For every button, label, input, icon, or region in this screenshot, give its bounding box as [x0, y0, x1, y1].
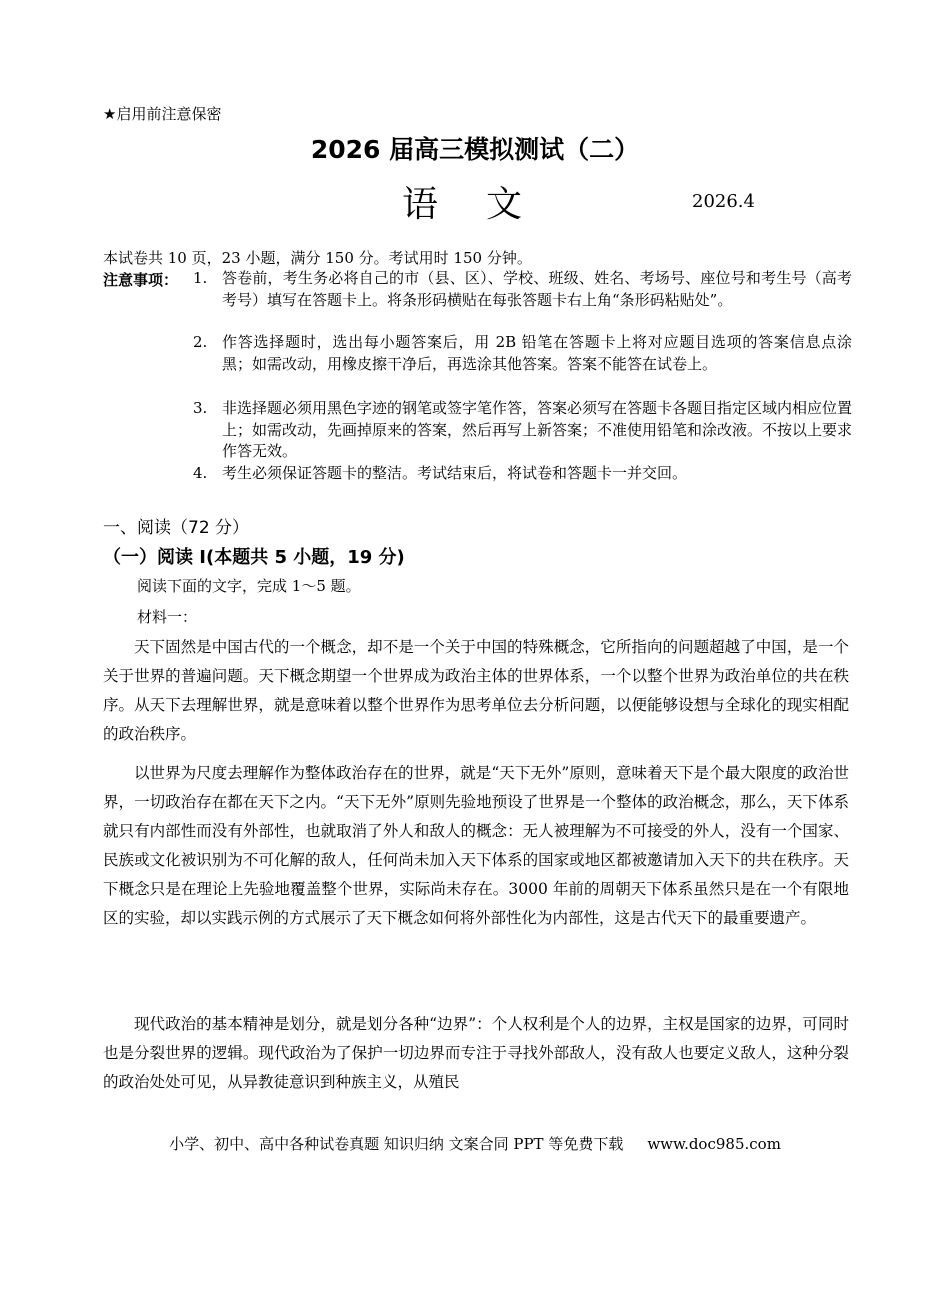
confidential-label: ★启用前注意保密 — [103, 105, 222, 123]
notice-item-number: 1. — [193, 269, 208, 287]
notice-item-text: 非选择题必须用黑色字迹的钢笔或签字笔作答，答案必须写在答题卡各题目指定区域内相应位置上；如需改动，先画掉原来的答案，然后再写上新答案；不准使用铅笔和涂改液。不按以上要求作答无效。 — [222, 399, 853, 460]
body-paragraph: 天下固然是中国古代的一个概念，却不是一个关于中国的特殊概念，它所指向的问题超越了中国，是一个关于世界的普遍问题。天下概念期望一个世界成为政治主体的世界体系，一个以整个世界为政治单位的共在秩序。从天下去理解世界，就是意味着以整个世界作为思考单位去分析问题，以便能够设想与全球化的现实相配的政治秩序。 — [103, 638, 849, 743]
reading-instruction: 阅读下面的文字，完成 1～5 题。 — [137, 577, 361, 595]
notice-label: 注意事项： — [103, 271, 179, 289]
subject-title: 语文 — [402, 184, 571, 225]
notice-item-text: 答卷前，考生务必将自己的市（县、区）、学校、班级、姓名、考场号、座位号和考生号（高考考号）填写在答题卡上。将条形码横贴在每张答题卡右上角“条形码粘贴处”。 — [222, 269, 852, 309]
section-subheading: （一）阅读 I(本题共 5 小题，19 分) — [103, 547, 405, 568]
exam-title: 2026 届高三模拟测试（二） — [310, 135, 640, 164]
notice-item-number: 4. — [193, 464, 208, 482]
section-heading: 一、阅读（72 分） — [103, 518, 250, 538]
body-paragraph: 现代政治的基本精神是划分，就是划分各种“边界”：个人权利是个人的边界，主权是国家的边界，可同时也是分裂世界的逻辑。现代政治为了保护一切边界而专注于寻找外部敌人，没有敌人也要定义敌人，这种分裂的政治处处可见，从异教徒意识到种族主义，从殖民 — [103, 1015, 849, 1091]
notice-item-number: 2. — [193, 333, 208, 351]
footer-website: www.doc985.com — [647, 1135, 781, 1153]
exam-date: 2026.4 — [692, 191, 755, 212]
footer-text: 小学、初中、高中各种试卷真题 知识归纳 文案合同 PPT 等免费下载 — [169, 1135, 624, 1153]
exam-intro: 本试卷共 10 页，23 小题，满分 150 分。考试用时 150 分钟。 — [103, 249, 532, 267]
material-label: 材料一： — [137, 608, 198, 626]
notice-item-number: 3. — [193, 399, 208, 417]
notice-item-text: 考生必须保证答题卡的整洁。考试结束后，将试卷和答题卡一并交回。 — [222, 464, 688, 482]
body-paragraph: 以世界为尺度去理解作为整体政治存在的世界，就是“天下无外”原则，意味着天下是个最大限度的政治世界，一切政治存在都在天下之内。“天下无外”原则先验地预设了世界是一个整体的政治概念，那么，天下体系就只有内部性而没有外部性，也就取消了外人和敌人的概念：无人被理解为不可接受的外人，没有一个国家、民族或文化被识别为不可化解的敌人，任何尚未加入天下体系的国家或地区都被邀请加入天下的共在秩序。天下概念只是在理论上先验地覆盖整个世界，实际尚未存在。3000 年前的周朝天下体系虽然只是在一个有限地区的实验，却以实践示例的方式展示了天下概念如何将外部性化为内部性，这是古代天下的最重要遗产。 — [103, 764, 849, 927]
page-footer — [0, 1133, 950, 1154]
notice-item-text: 作答选择题时，选出每小题答案后，用 2B 铅笔在答题卡上将对应题目选项的答案信息点涂黑；如需改动，用橡皮擦干净后，再选涂其他答案。答案不能答在试卷上。 — [222, 333, 852, 373]
